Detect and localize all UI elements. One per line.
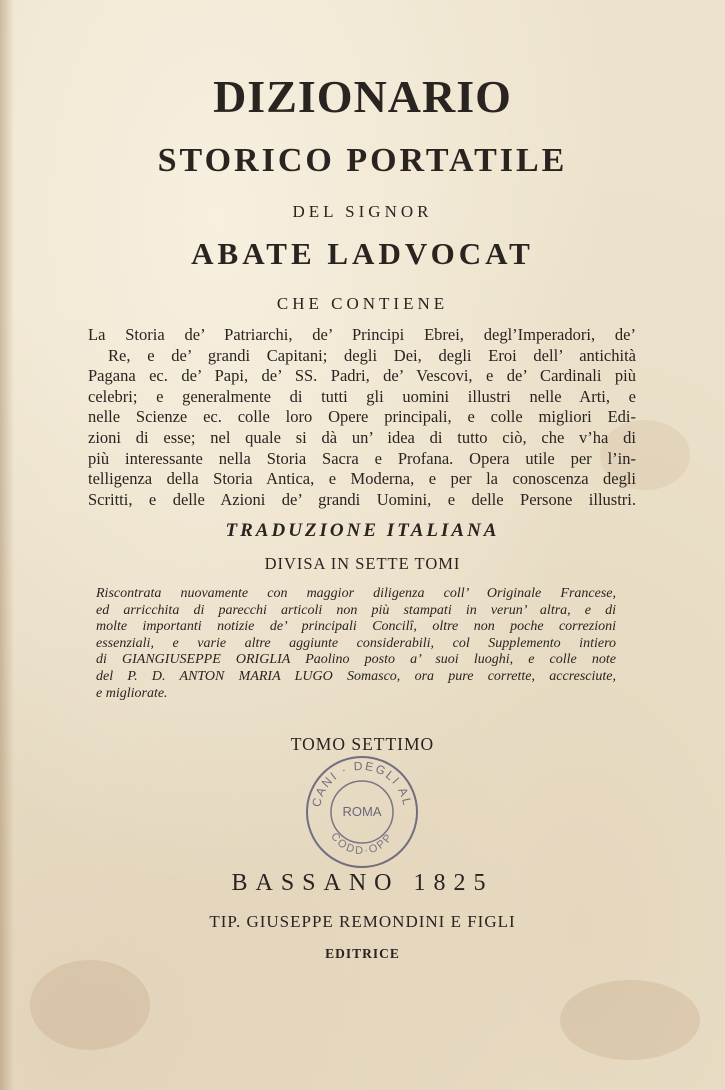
main-title: DIZIONARIO	[213, 71, 512, 122]
printer-role: EDITRICE	[325, 946, 400, 961]
printer-name: TIP. GIUSEPPE REMONDINI E FIGLI	[209, 912, 516, 931]
description-line: più interessante nella Storia Sacra e Profana. Opera utile per l’in-	[88, 448, 636, 468]
notes-line: di GIANGIUSEPPE ORIGLIA Paolino posto a’ suoi luoghi, e colle note	[96, 652, 616, 668]
notes-line: molte importanti notizie de’ principali Concilî, oltre non poche correzioni	[96, 619, 616, 635]
notes-line: del P. D. ANTON MARIA LUGO Somasco, ora pure corrette, accresciute,	[96, 668, 616, 684]
foxing-stain	[560, 980, 700, 1060]
volume-number: TOMO SETTIMO	[290, 734, 435, 754]
place-and-year: BASSANO 1825	[231, 870, 494, 896]
stamp-bottom-text: CODD·OPP	[328, 830, 396, 858]
notes-line: essenziali, e varie altre aggiunte considerabili, col Supplemento intiero	[96, 635, 616, 651]
svg-text:CODD·OPP	[328, 831, 396, 858]
description-line: nelle Scienze ec. colle loro Opere principali, e colle migliori Edi-	[88, 407, 636, 427]
author-prefix: DEL SIGNOR	[292, 202, 433, 221]
foxing-stain	[30, 960, 150, 1050]
author-name: ABATE LADVOCAT	[191, 236, 534, 271]
stamp-icon	[302, 752, 422, 872]
subtitle: STORICO PORTATILE	[157, 142, 568, 179]
stamp-center-text: ROMA	[342, 804, 382, 819]
notes-line: e migliorate.	[96, 685, 168, 701]
stamp-outer-text: CANI · DEGLI AL	[309, 758, 415, 809]
translation-heading: TRADUZIONE ITALIANA	[225, 520, 500, 541]
svg-text:TRECCANI · DEGLI ALFIERI	[302, 752, 415, 808]
description-line: Pagana ec. de’ Papi, de’ SS. Padri, de’ Vescovi, e de’ Cardinali più	[88, 366, 636, 386]
description-line: La Storia de’ Patriarchi, de’ Principi Ebrei, degl’Imperadori, de’	[88, 325, 636, 344]
notes-line: ed arricchita di parecchi articoli non più stampati in verun’ altra, e di	[96, 602, 616, 618]
description-line: Re, e de’ grandi Capitani; degli Dei, degli Eroi dell’ antichità	[108, 345, 636, 365]
library-stamp	[302, 752, 422, 872]
description-line: celebri; e generalmente di tutti gli uomini illustri nelle Arti, e	[88, 386, 636, 406]
description-paragraph	[88, 325, 636, 510]
contents-heading: CHE CONTIENE	[276, 294, 449, 313]
description-line: Scritti, e delle Azioni de’ grandi Uomini, e delle Persone illustri.	[88, 489, 636, 509]
description-line: telligenza della Storia Antica, e Moderna, e per la conoscenza degli	[88, 469, 636, 489]
notes-line: Riscontrata nuovamente con maggior diligenza coll’ Originale Francese,	[96, 586, 616, 601]
volumes-division: DIVISA IN SETTE TOMI	[264, 554, 461, 573]
description-line: zioni di esse; nel quale si dà un’ idea di tutto ciò, che v’ha di	[88, 427, 636, 447]
edition-notes	[96, 586, 616, 702]
